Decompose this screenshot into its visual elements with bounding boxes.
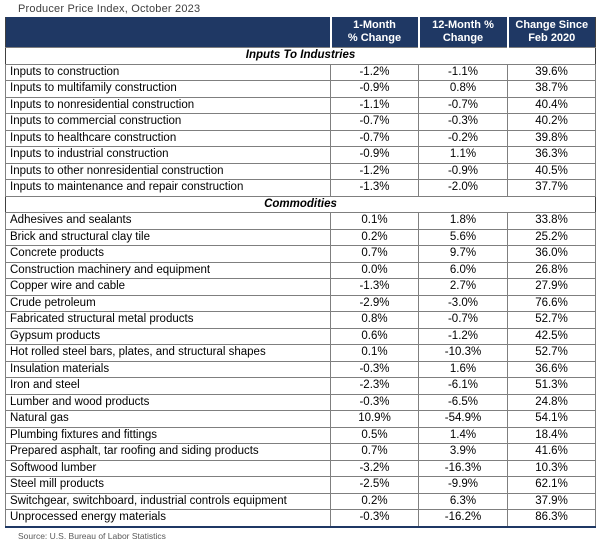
row-label: Inputs to commercial construction bbox=[6, 114, 331, 131]
row-label: Adhesives and sealants bbox=[6, 213, 331, 230]
row-value: 52.7% bbox=[508, 345, 596, 362]
row-value: 37.7% bbox=[508, 180, 596, 197]
row-value: 51.3% bbox=[508, 378, 596, 395]
column-header: 12-Month % Change bbox=[419, 17, 508, 48]
row-label: Copper wire and cable bbox=[6, 279, 331, 296]
row-value: -6.1% bbox=[419, 378, 508, 395]
row-value: 36.0% bbox=[508, 246, 596, 263]
table-row bbox=[6, 163, 596, 180]
table-row bbox=[6, 460, 596, 477]
row-value: 0.6% bbox=[331, 328, 419, 345]
row-value: 0.1% bbox=[331, 345, 419, 362]
table-row bbox=[6, 246, 596, 263]
row-value: 33.8% bbox=[508, 213, 596, 230]
row-label: Natural gas bbox=[6, 411, 331, 428]
table-row bbox=[6, 345, 596, 362]
table-row bbox=[6, 180, 596, 197]
row-value: 1.4% bbox=[419, 427, 508, 444]
row-label: Unprocessed energy materials bbox=[6, 510, 331, 527]
row-value: -3.2% bbox=[331, 460, 419, 477]
row-label: Steel mill products bbox=[6, 477, 331, 494]
row-label: Switchgear, switchboard, industrial controls equipment bbox=[6, 493, 331, 510]
table-row bbox=[6, 361, 596, 378]
row-value: 54.1% bbox=[508, 411, 596, 428]
row-value: -1.2% bbox=[331, 64, 419, 81]
row-label: Inputs to multifamily construction bbox=[6, 81, 331, 98]
row-value: 0.0% bbox=[331, 262, 419, 279]
row-value: -9.9% bbox=[419, 477, 508, 494]
row-value: -0.7% bbox=[419, 312, 508, 329]
page-title: Producer Price Index, October 2023 bbox=[18, 3, 201, 15]
row-value: 0.2% bbox=[331, 493, 419, 510]
row-value: 39.8% bbox=[508, 130, 596, 147]
row-value: 6.0% bbox=[419, 262, 508, 279]
row-value: 3.9% bbox=[419, 444, 508, 461]
row-value: 39.6% bbox=[508, 64, 596, 81]
header-cell-blank bbox=[6, 17, 331, 48]
row-value: -6.5% bbox=[419, 394, 508, 411]
table-row bbox=[6, 510, 596, 527]
table-row bbox=[6, 64, 596, 81]
table-row bbox=[6, 427, 596, 444]
row-value: -0.7% bbox=[331, 114, 419, 131]
row-label: Plumbing fixtures and fittings bbox=[6, 427, 331, 444]
row-label: Hot rolled steel bars, plates, and structural shapes bbox=[6, 345, 331, 362]
row-value: 36.3% bbox=[508, 147, 596, 164]
row-label: Gypsum products bbox=[6, 328, 331, 345]
row-label: Inputs to industrial construction bbox=[6, 147, 331, 164]
row-value: 6.3% bbox=[419, 493, 508, 510]
row-value: -0.7% bbox=[331, 130, 419, 147]
row-label: Softwood lumber bbox=[6, 460, 331, 477]
row-value: 0.7% bbox=[331, 246, 419, 263]
row-label: Inputs to nonresidential construction bbox=[6, 97, 331, 114]
section-row bbox=[6, 48, 596, 65]
table-row bbox=[6, 130, 596, 147]
row-value: -54.9% bbox=[419, 411, 508, 428]
table-row bbox=[6, 444, 596, 461]
column-header: 1-Month % Change bbox=[331, 17, 419, 48]
row-value: 40.2% bbox=[508, 114, 596, 131]
row-value: 38.7% bbox=[508, 81, 596, 98]
row-value: 42.5% bbox=[508, 328, 596, 345]
table-row bbox=[6, 213, 596, 230]
row-value: -2.3% bbox=[331, 378, 419, 395]
row-value: 36.6% bbox=[508, 361, 596, 378]
row-value: 18.4% bbox=[508, 427, 596, 444]
row-value: -0.3% bbox=[419, 114, 508, 131]
section-label: Commodities bbox=[6, 196, 596, 213]
row-value: -0.2% bbox=[419, 130, 508, 147]
table-row bbox=[6, 114, 596, 131]
row-label: Insulation materials bbox=[6, 361, 331, 378]
row-value: -0.3% bbox=[331, 394, 419, 411]
row-value: 37.9% bbox=[508, 493, 596, 510]
table-row bbox=[6, 493, 596, 510]
row-value: 1.6% bbox=[419, 361, 508, 378]
row-value: -1.2% bbox=[331, 163, 419, 180]
row-label: Inputs to other nonresidential construction bbox=[6, 163, 331, 180]
table-row bbox=[6, 147, 596, 164]
table-row bbox=[6, 295, 596, 312]
row-value: -0.9% bbox=[331, 81, 419, 98]
row-value: -2.9% bbox=[331, 295, 419, 312]
table-row bbox=[6, 279, 596, 296]
row-label: Fabricated structural metal products bbox=[6, 312, 331, 329]
row-value: -16.3% bbox=[419, 460, 508, 477]
row-value: 26.8% bbox=[508, 262, 596, 279]
row-value: -1.1% bbox=[331, 97, 419, 114]
row-value: 2.7% bbox=[419, 279, 508, 296]
row-value: 0.5% bbox=[331, 427, 419, 444]
table-row bbox=[6, 411, 596, 428]
section-row bbox=[6, 196, 596, 213]
row-value: -0.9% bbox=[419, 163, 508, 180]
row-value: 40.4% bbox=[508, 97, 596, 114]
row-label: Concrete products bbox=[6, 246, 331, 263]
row-value: 0.2% bbox=[331, 229, 419, 246]
row-value: 0.8% bbox=[331, 312, 419, 329]
row-label: Crude petroleum bbox=[6, 295, 331, 312]
table-row bbox=[6, 262, 596, 279]
row-label: Lumber and wood products bbox=[6, 394, 331, 411]
row-label: Inputs to healthcare construction bbox=[6, 130, 331, 147]
row-value: -10.3% bbox=[419, 345, 508, 362]
row-value: 62.1% bbox=[508, 477, 596, 494]
row-value: -2.5% bbox=[331, 477, 419, 494]
section-label: Inputs To Industries bbox=[6, 48, 596, 65]
row-value: 52.7% bbox=[508, 312, 596, 329]
row-value: 1.1% bbox=[419, 147, 508, 164]
column-header: Change Since Feb 2020 bbox=[508, 17, 596, 48]
table-row bbox=[6, 229, 596, 246]
row-value: 10.9% bbox=[331, 411, 419, 428]
row-value: 0.8% bbox=[419, 81, 508, 98]
row-value: 10.3% bbox=[508, 460, 596, 477]
row-value: 25.2% bbox=[508, 229, 596, 246]
row-value: 1.8% bbox=[419, 213, 508, 230]
table-row bbox=[6, 81, 596, 98]
row-value: -1.1% bbox=[419, 64, 508, 81]
row-value: 86.3% bbox=[508, 510, 596, 527]
row-label: Iron and steel bbox=[6, 378, 331, 395]
row-label: Inputs to maintenance and repair construction bbox=[6, 180, 331, 197]
row-value: 24.8% bbox=[508, 394, 596, 411]
row-value: 0.7% bbox=[331, 444, 419, 461]
table-body bbox=[6, 48, 596, 527]
table-header bbox=[6, 17, 596, 48]
row-value: -16.2% bbox=[419, 510, 508, 527]
header-row bbox=[6, 17, 596, 48]
row-value: 0.1% bbox=[331, 213, 419, 230]
table-row bbox=[6, 328, 596, 345]
row-value: 5.6% bbox=[419, 229, 508, 246]
row-value: -2.0% bbox=[419, 180, 508, 197]
table-row bbox=[6, 378, 596, 395]
row-value: 41.6% bbox=[508, 444, 596, 461]
row-value: -1.3% bbox=[331, 180, 419, 197]
row-label: Brick and structural clay tile bbox=[6, 229, 331, 246]
row-value: 9.7% bbox=[419, 246, 508, 263]
row-value: -1.2% bbox=[419, 328, 508, 345]
row-label: Inputs to construction bbox=[6, 64, 331, 81]
row-value: 40.5% bbox=[508, 163, 596, 180]
row-label: Construction machinery and equipment bbox=[6, 262, 331, 279]
row-value: -0.3% bbox=[331, 510, 419, 527]
row-value: -0.7% bbox=[419, 97, 508, 114]
table-row bbox=[6, 97, 596, 114]
source-note: Source: U.S. Bureau of Labor Statistics bbox=[18, 530, 166, 541]
row-value: -0.9% bbox=[331, 147, 419, 164]
ppi-table bbox=[5, 17, 596, 528]
row-value: 27.9% bbox=[508, 279, 596, 296]
row-value: -0.3% bbox=[331, 361, 419, 378]
table-row bbox=[6, 312, 596, 329]
row-label: Prepared asphalt, tar roofing and siding products bbox=[6, 444, 331, 461]
table-row bbox=[6, 394, 596, 411]
row-value: -3.0% bbox=[419, 295, 508, 312]
table-row bbox=[6, 477, 596, 494]
row-value: -1.3% bbox=[331, 279, 419, 296]
row-value: 76.6% bbox=[508, 295, 596, 312]
